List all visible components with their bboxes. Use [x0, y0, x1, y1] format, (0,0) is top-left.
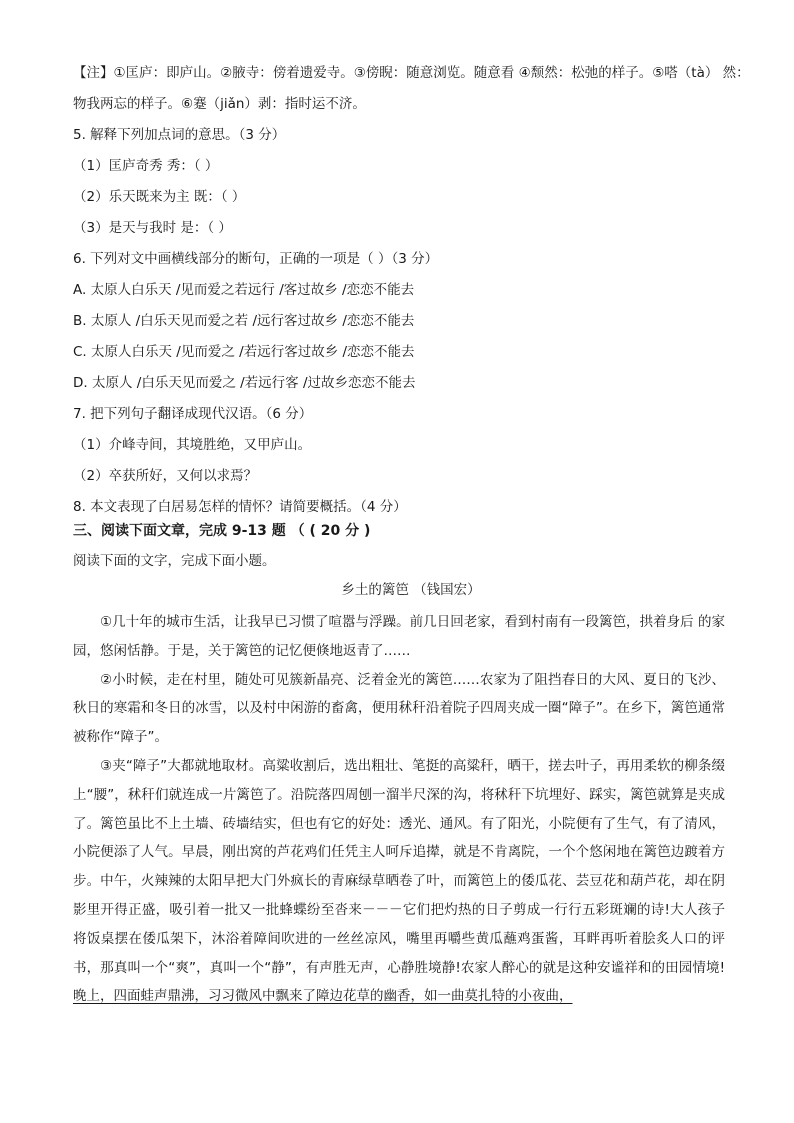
- question-5-item-1: （1）匡庐奇秀 秀：（ ）: [73, 158, 219, 174]
- document-page: [73, 63, 750, 1011]
- question-6-option-b: B. 太原人 /白乐天见而爱之若 /远行客过故乡 /恋恋不能去: [73, 313, 415, 329]
- underlined-sentence: 晚上，四面蛙声鼎沸，习习微风中飘来了障边花草的幽香，如一曲莫扎特的小夜曲，: [73, 988, 573, 1005]
- question-5: 5. 解释下列加点词的意思。（3 分）: [73, 127, 286, 143]
- article-paragraph-3-text: ③夹“障子”大都就地取材。高粱收割后，选出粗壮、笔挺的高粱秆，晒干，搓去叶子，再用柔软的柳条缀上“腰”，秫秆们就连成一片篱笆了。沿院落四周刨一溜半尺深的沟，将秫秆下坑埋好、踩实，篱笆就算是夹成了。篱笆虽比不上土墙、砖墙结实，但也有它的好处：透光、通风。有了阳光，小院便有了生气，有了清风，小院便添了人气。早晨，刚出窝的芦花鸡们任凭主人呵斥追撵，就是不肯离院，一个个悠闲地在篱笆边踱着方步。中午，火辣辣的太阳早把大门外疯长的青麻绿草晒卷了叶，而篱笆上的倭瓜花、芸豆花和葫芦花，却在阴影里开得正盛，吸引着一批又一批蜂蝶纷至沓来－－－它们把灼热的日子剪成一行行五彩斑斓的诗!大人孩子将饭桌摆在倭瓜架下，沐浴着障间吹进的一丝丝凉风，嘴里再嚼些黄瓜蘸鸡蛋酱，耳畔再听着脍炙人口的评书，那真叫一个“爽”，真叫一个“静”，有声胜无声，心静胜境静!农家人醉心的就是这种安谧祥和的田园情境!: [73, 757, 725, 976]
- question-5-item-2: （2）乐天既来为主 既：（ ）: [73, 189, 246, 205]
- question-7-item-2: （2）卒获所好，又何以求焉？: [73, 468, 258, 484]
- notes-line-1: 【注】①匡庐：即庐山。②腋寺：傍着遗爱寺。③傍睨：随意浏览。随意看 ④颓然：松弛的样子。⑤嗒（tà） 然：: [73, 65, 750, 81]
- question-8: 8. 本文表现了白居易怎样的情怀？请简要概括。（4 分）: [73, 499, 407, 515]
- question-7-item-1: （1）介峰寺间，其境胜绝，又甲庐山。: [73, 437, 312, 453]
- section-3-heading: 三、阅读下面文章，完成 9-13 题 （ ( 20 分 ): [73, 523, 371, 539]
- question-7: 7. 把下列句子翻译成现代汉语。（6 分）: [73, 406, 313, 422]
- notes-line-2: 物我两忘的样子。⑥蹇（jiǎn）剥：指时运不济。: [73, 96, 366, 112]
- question-6-option-d: D. 太原人 /白乐天见而爱之 /若远行客 /过故乡恋恋不能去: [73, 375, 416, 391]
- article-paragraph-2: ②小时候，走在村里，随处可见簇新晶亮、泛着金光的篱笆……农家为了阻挡春日的大风、夏日的飞沙、秋日的寒霜和冬日的冰雪，以及村中闲游的畜禽，便用秫秆沿着院子四周夹成一圈“障子”。在乡下，篱笆通常被称作“障子”。: [73, 671, 725, 746]
- article-paragraph-1: ①几十年的城市生活，让我早已习惯了喧嚣与浮躁。前几日回老家，看到村南有一段篱笆，拱着身后 的家园，悠闲恬静。于是，关于篱笆的记忆便倏地返青了……: [73, 614, 725, 659]
- question-6: 6. 下列对文中画横线部分的断句，正确的一项是（ ）（3 分）: [73, 251, 439, 267]
- question-6-option-a: A. 太原人白乐天 /见而爱之若远行 /客过故乡 /恋恋不能去: [73, 282, 415, 298]
- question-6-option-c: C. 太原人白乐天 /见而爱之 /若远行客过故乡 /恋恋不能去: [73, 344, 415, 360]
- question-5-item-3: （3）是天与我时 是：（ ）: [73, 220, 232, 236]
- article-title: 乡土的篱笆 （钱国宏）: [341, 582, 481, 598]
- section-3-instruction: 阅读下面的文字，完成下面小题。: [73, 553, 276, 569]
- article-paragraph-3: [73, 752, 725, 1011]
